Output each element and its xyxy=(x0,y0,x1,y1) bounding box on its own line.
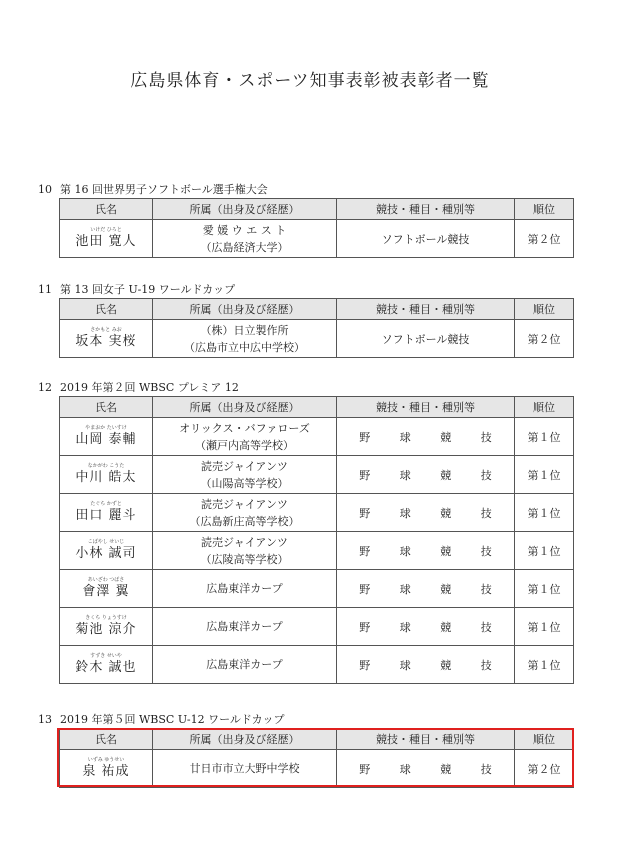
awardee-name: 坂本 実桜 xyxy=(75,334,137,349)
event-cell xyxy=(337,750,515,788)
affiliation-line: 読売ジャイアンツ xyxy=(200,535,288,549)
table-row xyxy=(60,418,574,456)
section-heading xyxy=(38,182,578,198)
header-name: 氏名 xyxy=(60,397,153,418)
name-cell xyxy=(60,570,153,608)
name-reading: さかもと みお xyxy=(90,327,122,333)
section-10 xyxy=(38,182,578,258)
header-rank: 順位 xyxy=(515,729,574,750)
name-cell xyxy=(60,456,153,494)
affiliation-cell xyxy=(153,570,337,608)
table-row xyxy=(60,570,574,608)
event-label: 野 球 競 技 xyxy=(359,544,505,558)
event-label: 野 球 競 技 xyxy=(359,658,505,672)
header-name: 氏名 xyxy=(60,729,153,750)
event-cell xyxy=(337,456,515,494)
affiliation-line: 廿日市市立大野中学校 xyxy=(189,762,300,775)
table-row xyxy=(60,750,574,788)
name-cell xyxy=(60,646,153,684)
page-title: 広島県体育・スポーツ知事表彰被表彰者一覧 xyxy=(130,71,490,91)
event-cell xyxy=(337,532,515,570)
event-label: 野 球 競 技 xyxy=(359,582,505,596)
event-cell xyxy=(337,494,515,532)
event-cell xyxy=(337,608,515,646)
name-reading: いけだ ひろと xyxy=(90,227,122,233)
awardee-table xyxy=(59,396,574,684)
table-row xyxy=(60,456,574,494)
section-number: 12 xyxy=(38,381,52,394)
rank-cell: 第１位 xyxy=(515,608,574,646)
name-reading: いずみ ゆうせい xyxy=(87,757,125,763)
rank-cell: 第１位 xyxy=(515,646,574,684)
event-cell: ソフトボール競技 xyxy=(337,220,515,258)
table-row xyxy=(60,608,574,646)
affiliation-line: 広島東洋カープ xyxy=(206,582,283,595)
event-cell xyxy=(337,646,515,684)
event-cell: ソフトボール競技 xyxy=(337,320,515,358)
affiliation-line: 広島東洋カープ xyxy=(206,658,283,671)
awardee-name: 池田 寛人 xyxy=(75,234,137,249)
header-affiliation: 所属（出身及び経歴） xyxy=(153,199,337,220)
section-13 xyxy=(38,712,578,788)
awardee-name: 田口 麗斗 xyxy=(75,508,137,523)
affiliation-cell xyxy=(153,320,337,358)
rank-cell: 第１位 xyxy=(515,532,574,570)
event-cell xyxy=(337,570,515,608)
section-title: 第 16 回世界男子ソフトボール選手権大会 xyxy=(60,183,268,196)
section-title: 2019 年第２回 WBSC プレミア 12 xyxy=(60,381,239,394)
name-reading: こばやし せいじ xyxy=(87,539,125,545)
name-cell xyxy=(60,418,153,456)
header-affiliation: 所属（出身及び経歴） xyxy=(153,729,337,750)
name-reading: あいざわ つばさ xyxy=(87,577,125,583)
section-number: 11 xyxy=(38,283,52,296)
header-event: 競技・種目・種別等 xyxy=(337,299,515,320)
awardee-table xyxy=(59,198,574,258)
rank-cell: 第１位 xyxy=(515,456,574,494)
name-cell xyxy=(60,750,153,788)
affiliation-line: 読売ジャイアンツ xyxy=(200,497,288,511)
affiliation-line: 愛 媛 ウ エ ス ト xyxy=(202,223,287,237)
event-label: 野 球 競 技 xyxy=(359,430,505,444)
section-12 xyxy=(38,380,578,684)
rank-cell: 第２位 xyxy=(515,750,574,788)
affiliation-line: （瀬戸内高等学校） xyxy=(195,438,294,452)
header-event: 競技・種目・種別等 xyxy=(337,729,515,750)
name-cell xyxy=(60,608,153,646)
name-reading: なかがわ こうた xyxy=(87,463,125,469)
name-reading: やまおか たいすけ xyxy=(85,425,127,431)
affiliation-cell xyxy=(153,646,337,684)
section-number: 13 xyxy=(38,713,52,726)
affiliation-line: 広島東洋カープ xyxy=(206,620,283,633)
header-rank: 順位 xyxy=(515,299,574,320)
event-cell xyxy=(337,418,515,456)
table-row xyxy=(60,494,574,532)
affiliation-line: （広陵高等学校） xyxy=(200,552,289,566)
name-cell xyxy=(60,494,153,532)
name-cell xyxy=(60,532,153,570)
header-affiliation: 所属（出身及び経歴） xyxy=(153,397,337,418)
affiliation-cell xyxy=(153,750,337,788)
section-11 xyxy=(38,282,578,358)
awardee-name: 山岡 泰輔 xyxy=(75,432,137,447)
affiliation-line: オリックス・バファローズ xyxy=(179,421,310,435)
rank-cell: 第１位 xyxy=(515,494,574,532)
section-heading xyxy=(38,282,578,298)
awardee-table xyxy=(59,298,574,358)
awardee-table xyxy=(59,728,574,788)
event-label: 野 球 競 技 xyxy=(359,762,505,776)
header-affiliation: 所属（出身及び経歴） xyxy=(153,299,337,320)
header-name: 氏名 xyxy=(60,299,153,320)
affiliation-cell xyxy=(153,220,337,258)
rank-cell: 第２位 xyxy=(515,320,574,358)
awardee-name: 泉 祐成 xyxy=(82,764,130,779)
affiliation-cell xyxy=(153,608,337,646)
awardee-name: 鈴木 誠也 xyxy=(75,660,137,675)
affiliation-cell xyxy=(153,456,337,494)
awardee-name: 會澤 翼 xyxy=(82,584,130,599)
section-heading xyxy=(38,712,578,728)
name-reading: たぐち かずと xyxy=(90,501,122,507)
affiliation-cell xyxy=(153,418,337,456)
header-rank: 順位 xyxy=(515,199,574,220)
awardee-name: 小林 誠司 xyxy=(75,546,137,561)
name-cell xyxy=(60,220,153,258)
section-heading xyxy=(38,380,578,396)
awardee-name: 中川 皓太 xyxy=(75,470,137,485)
event-label: 野 球 競 技 xyxy=(359,506,505,520)
affiliation-line: （広島市立中広中学校） xyxy=(184,340,305,354)
header-name: 氏名 xyxy=(60,199,153,220)
affiliation-cell xyxy=(153,532,337,570)
header-rank: 順位 xyxy=(515,397,574,418)
section-title: 第 13 回女子 U-19 ワールドカップ xyxy=(60,283,236,296)
awardee-name: 菊池 涼介 xyxy=(75,622,137,637)
table-row xyxy=(60,532,574,570)
table-row xyxy=(60,220,574,258)
affiliation-line: （山陽高等学校） xyxy=(200,476,289,490)
header-event: 競技・種目・種別等 xyxy=(337,199,515,220)
rank-cell: 第２位 xyxy=(515,220,574,258)
table-row xyxy=(60,646,574,684)
event-label: 野 球 競 技 xyxy=(359,620,505,634)
rank-cell: 第１位 xyxy=(515,570,574,608)
header-event: 競技・種目・種別等 xyxy=(337,397,515,418)
table-row xyxy=(60,320,574,358)
affiliation-line: （広島新庄高等学校） xyxy=(189,514,300,528)
affiliation-line: 読売ジャイアンツ xyxy=(200,459,288,473)
event-label: 野 球 競 技 xyxy=(359,468,505,482)
section-title: 2019 年第５回 WBSC U-12 ワールドカップ xyxy=(60,713,285,726)
name-reading: すずき せいや xyxy=(90,653,122,659)
section-number: 10 xyxy=(38,183,52,196)
affiliation-cell xyxy=(153,494,337,532)
name-cell xyxy=(60,320,153,358)
affiliation-line: （広島経済大学） xyxy=(200,240,289,254)
name-reading: きくち りょうすけ xyxy=(85,615,127,621)
affiliation-line: （株）日立製作所 xyxy=(200,323,289,337)
rank-cell: 第１位 xyxy=(515,418,574,456)
